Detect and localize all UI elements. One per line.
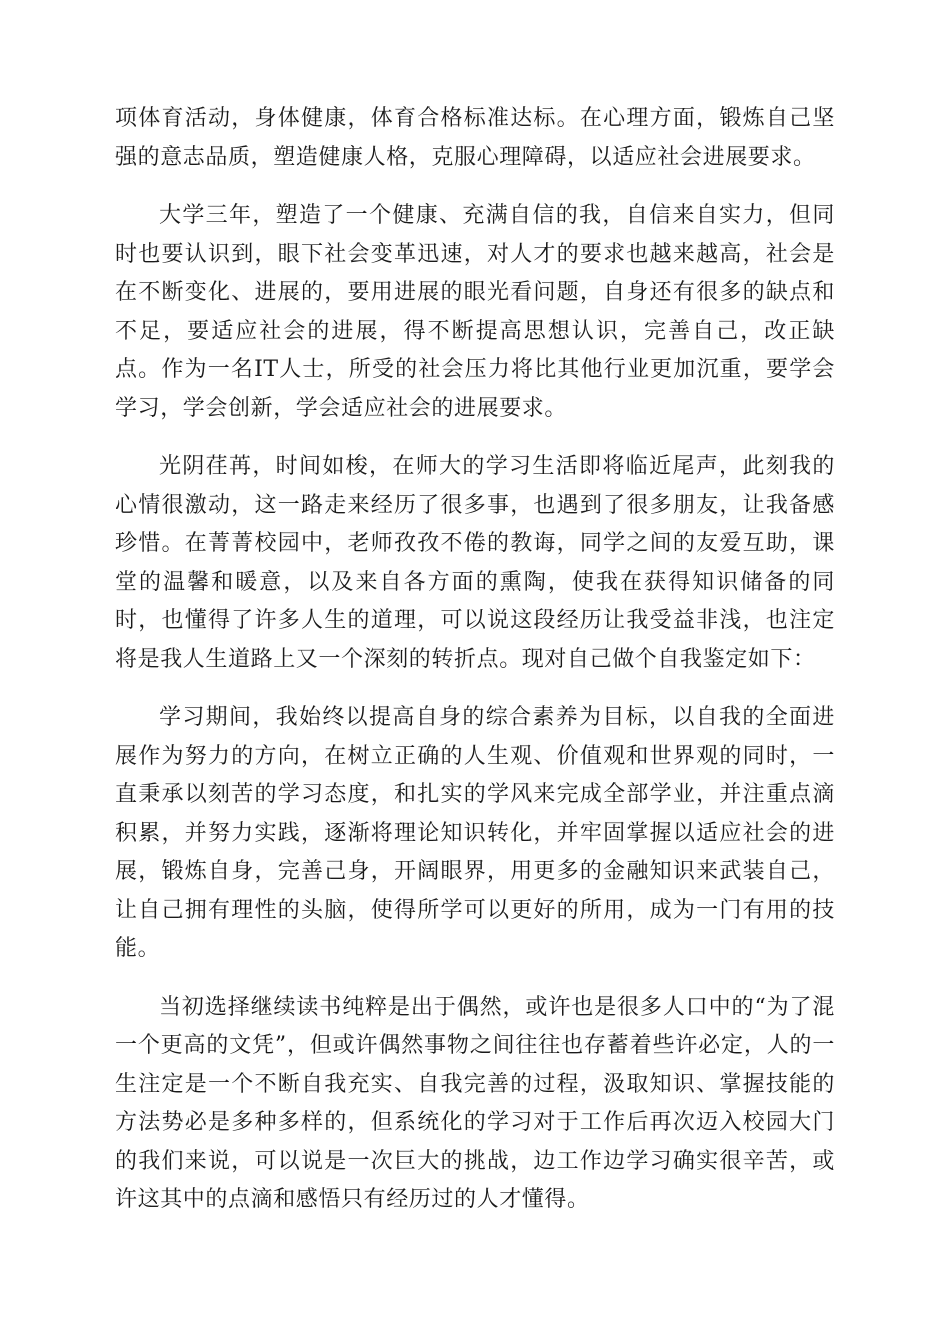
paragraph-5: 当初选择继续读书纯粹是出于偶然，或许也是很多人口中的“为了混一个更高的文凭”，但或许偶然事物之间往往也存蓄着些许必定，人的一生注定是一个不断自我充实、自我完善的过程，汲取知识、掌握技能的方法势必是多种多样的，但系统化的学习对于工作后再次迈入校园大门的我们来说，可以说是一次巨大的挑战，边工作边学习确实很辛苦，或许这其中的点滴和感悟只有经历过的人才懂得。 <box>115 994 835 1212</box>
paragraph-3: 光阴荏苒，时间如梭，在师大的学习生活即将临近尾声，此刻我的心情很激动，这一路走来经历了很多事，也遇到了很多朋友，让我备感珍惜。在菁菁校园中，老师孜孜不倦的教诲，同学之间的友爱互助，课堂的温馨和暖意，以及来自各方面的熏陶，使我在获得知识储备的同时，也懂得了许多人生的道理，可以说这段经历让我受益非浅，也注定将是我人生道路上又一个深刻的转折点。现对自己做个自我鉴定如下： <box>115 454 835 672</box>
paragraph-1: 项体育活动，身体健康，体育合格标准达标。在心理方面，锻炼自己坚强的意志品质，塑造健康人格，克服心理障碍，以适应社会进展要求。 <box>115 106 835 170</box>
document-page <box>115 100 835 1240</box>
paragraph-2: 大学三年，塑造了一个健康、充满自信的我，自信来自实力，但同时也要认识到，眼下社会变革迅速，对人才的要求也越来越高，社会是在不断变化、进展的，要用进展的眼光看问题，自身还有很多的缺点和不足，要适应社会的进展，得不断提高思想认识，完善自己，改正缺点。作为一名IT人士，所受的社会压力将比其他行业更加沉重，要学会学习，学会创新，学会适应社会的进展要求。 <box>115 203 835 421</box>
paragraph-4: 学习期间，我始终以提高自身的综合素养为目标，以自我的全面进展作为努力的方向，在树立正确的人生观、价值观和世界观的同时，一直秉承以刻苦的学习态度，和扎实的学风来完成全部学业，并注重点滴积累，并努力实践，逐渐将理论知识转化，并牢固掌握以适应社会的进展，锻炼自身，完善己身，开阔眼界，用更多的金融知识来武装自己，让自己拥有理性的头脑，使得所学可以更好的所用，成为一门有用的技能。 <box>115 705 835 961</box>
